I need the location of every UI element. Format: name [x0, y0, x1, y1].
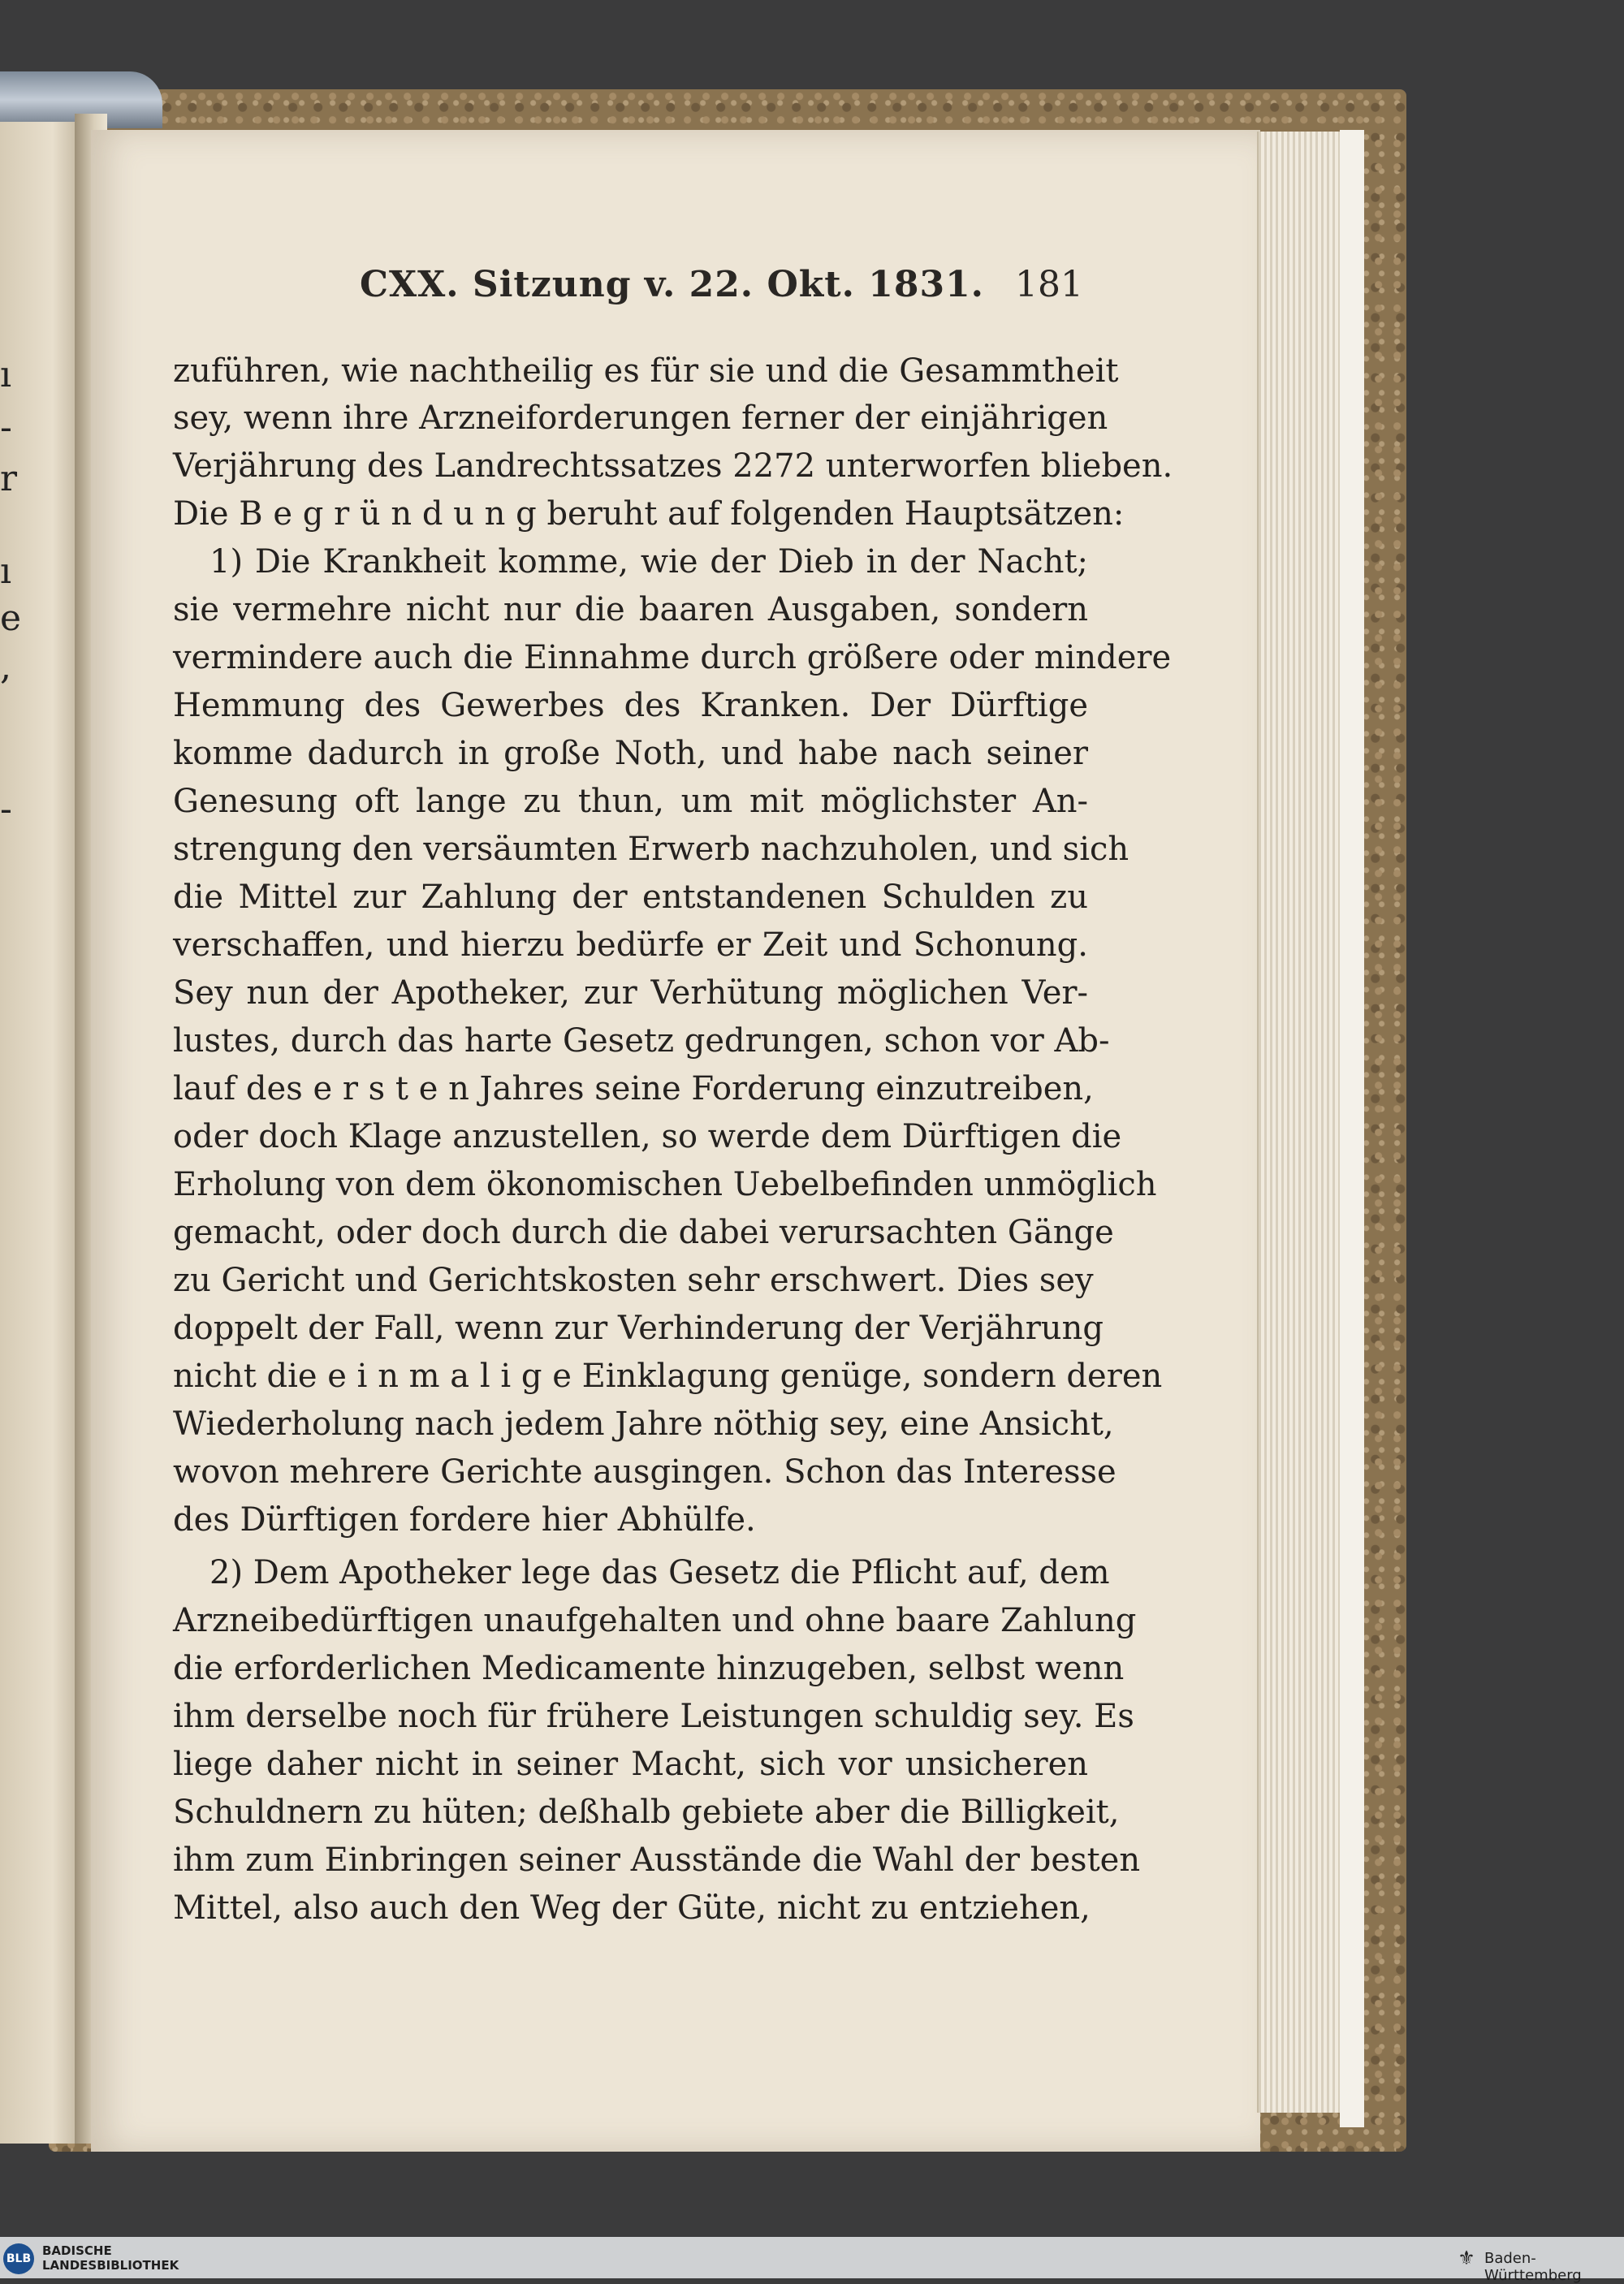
text-line: zuführen, wie nachtheilig es für sie und die Gesammtheit [173, 352, 1119, 390]
running-head: CXX. Sitzung v. 22. Okt. 1831. [360, 264, 984, 305]
text-line: des Dürftigen fordere hier Abhülfe. [173, 1501, 756, 1539]
text-line: Verjährung des Landrechtssatzes 2272 unterworfen blieben. [173, 447, 1173, 485]
text-line: 2) Dem Apotheker lege das Gesetz die Pflicht auf, dem [209, 1554, 1110, 1591]
text-line: Arzneibedürftigen unaufgehalten und ohne baare Zahlung [173, 1602, 1137, 1639]
text-line: ihm derselbe noch für frühere Leistungen schuldig sey. Es [173, 1698, 1134, 1735]
left-fragment: - [0, 407, 12, 448]
text-line: nicht die e i n m a l i g e Einklagung genüge, sondern deren [173, 1358, 1163, 1395]
blb-name-line1: BADISCHE [42, 2243, 112, 2258]
left-fragment: ı [0, 550, 12, 592]
baden-wuerttemberg-label[interactable]: Baden-Württemberg [1484, 2250, 1582, 2284]
left-fragment: - [0, 788, 12, 830]
blb-library-name[interactable] [42, 2243, 179, 2273]
text-line: wovon mehrere Gerichte ausgingen. Schon das Interesse [173, 1453, 1116, 1491]
baden-wuerttemberg-crest-icon: ⚜ [1458, 2247, 1475, 2269]
text-line: Hemmung des Gewerbes des Kranken. Der Dürftige [173, 687, 1088, 724]
text-line: die Mittel zur Zahlung der entstandenen Schulden zu [173, 879, 1088, 916]
footer-bar [0, 2237, 1624, 2284]
text-line: gemacht, oder doch durch die dabei verursachten Gänge [173, 1214, 1114, 1251]
text-line: Genesung oft lange zu thun, um mit möglichster An- [173, 783, 1088, 820]
text-line: 1) Die Krankheit komme, wie der Dieb in der Nacht; [209, 543, 1088, 581]
text-line: Die B e g r ü n d u n g beruht auf folgenden Hauptsätzen: [173, 495, 1125, 533]
left-fragment: e [0, 598, 22, 639]
text-line: Erholung von dem ökonomischen Uebelbefinden unmöglich [173, 1166, 1157, 1203]
text-line: zu Gericht und Gerichtskosten sehr erschwert. Dies sey [173, 1262, 1094, 1299]
text-line: Wiederholung nach jedem Jahre nöthig sey, eine Ansicht, [173, 1405, 1114, 1443]
text-line: Sey nun der Apotheker, zur Verhütung möglichen Ver- [173, 974, 1088, 1012]
text-line: die erforderlichen Medicamente hinzugeben, selbst wenn [173, 1650, 1125, 1687]
text-line: doppelt der Fall, wenn zur Verhinderung der Verjährung [173, 1310, 1104, 1347]
text-line: sie vermehre nicht nur die baaren Ausgaben, sondern [173, 591, 1088, 628]
text-line: oder doch Klage anzustellen, so werde dem Dürftigen die [173, 1118, 1122, 1155]
text-line: liege daher nicht in seiner Macht, sich vor unsicheren [173, 1746, 1088, 1783]
left-fragment: ı [0, 354, 12, 395]
blb-name-line2: LANDESBIBLIOTHEK [42, 2258, 179, 2273]
text-line: Mittel, also auch den Weg der Güte, nicht zu entziehen, [173, 1889, 1091, 1927]
page-edge-white [1340, 130, 1364, 2127]
text-line: verschaffen, und hierzu bedürfe er Zeit und Schonung. [173, 926, 1088, 964]
text-line: vermindere auch die Einnahme durch größere oder mindere [173, 639, 1172, 676]
text-line: lauf des e r s t e n Jahres seine Forderung einzutreiben, [173, 1070, 1094, 1107]
text-line: sey, wenn ihre Arzneiforderungen ferner der einjährigen [173, 399, 1108, 437]
left-fragment: , [0, 646, 11, 688]
text-line: ihm zum Einbringen seiner Ausstände die Wahl der besten [173, 1841, 1141, 1879]
left-fragment: r [0, 458, 18, 499]
text-line: komme dadurch in große Noth, und habe nach seiner [173, 735, 1088, 772]
page-number: 181 [1015, 264, 1083, 305]
text-line: lustes, durch das harte Gesetz gedrungen, schon vor Ab- [173, 1022, 1110, 1060]
blb-logo-icon[interactable]: BLB [3, 2243, 34, 2274]
text-line: strengung den versäumten Erwerb nachzuholen, und sich [173, 831, 1129, 868]
text-line: Schuldnern zu hüten; deßhalb gebiete aber die Billigkeit, [173, 1794, 1120, 1831]
